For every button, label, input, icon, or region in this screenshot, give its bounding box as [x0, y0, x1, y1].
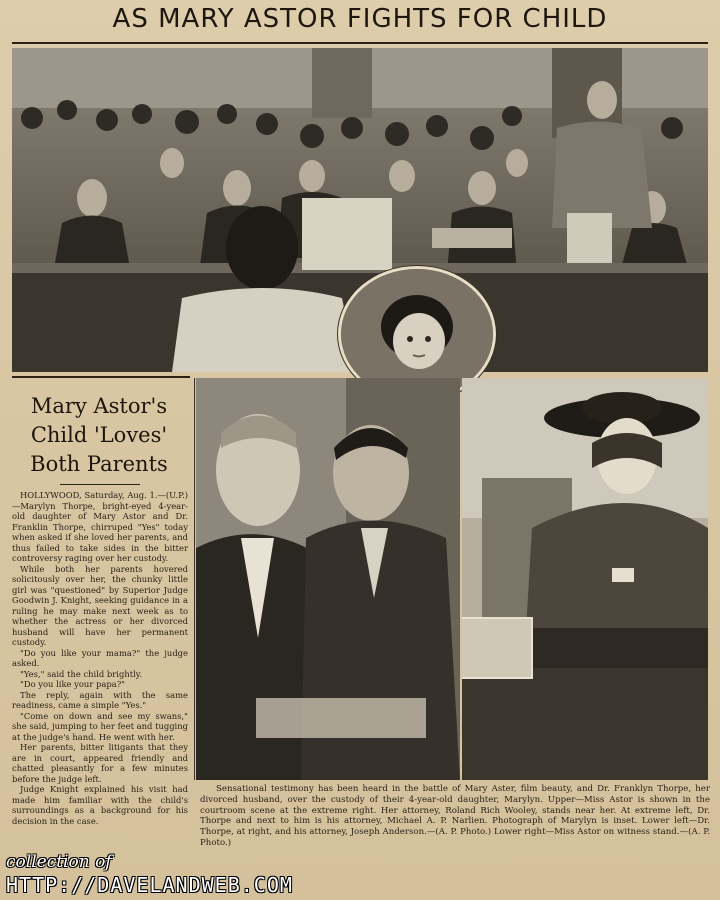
story-body [12, 490, 188, 826]
story-paragraph: "Do you like your mama?" the judge asked. [12, 647, 188, 668]
photo-caption: Sensational testimony has been heard in the battle of Mary Aster, film beauty, and Dr. Franklyn Thorpe, her divorced husband, over the custody of their 4-year-old daughter, Marylyn. Upper—Miss Astor is shown in the courtroom scene at the extreme right. Her attorney, Roland Rich Wooley, stands near her. At extreme left, Dr. Thorpe and next to him is his attorney, Michael A. P. Narlien. Photograph of Marylyn is inset. Lower left—Dr. Thorpe, at right, and his attorney, Joseph Anderson.—(A. P. Photo.) Lower right—Miss Astor on witness stand.—(A. P. Photo.) [200, 784, 710, 848]
story-headline-line-1: Mary Astor's [30, 394, 168, 418]
story-rule [12, 376, 190, 378]
watermark-url: HTTP://DAVELANDWEB.COM [6, 873, 293, 897]
story-headline-line-2: Child 'Loves' [30, 423, 168, 447]
headline: AS MARY ASTOR FIGHTS FOR CHILD [112, 4, 608, 34]
story-paragraph: Her parents, bitter litigants that they are in court, appeared friendly and chatted pleasantly for a few minutes before the judge left. [12, 742, 188, 784]
story-paragraph: Judge Knight explained his visit had made him familiar with the child's surroundings as a background for his decision in the case. [12, 784, 188, 826]
story-paragraph: The reply, again with the same readiness, came a simple "Yes." [12, 689, 188, 710]
story-paragraph: HOLLYWOOD, Saturday, Aug. 1.—(U.P.)—Marylyn Thorpe, bright-eyed 4-year-old daughter of Mary Astor and Dr. Franklin Thorpe, chirruped "Yes" today when asked if she loved her parents, and thus failed to take sides in the bitter controversy raging over her custody. [12, 490, 188, 563]
story-headline [8, 392, 190, 479]
column-divider [194, 378, 195, 780]
story-headline-line-3: Both Parents [30, 452, 168, 476]
thorpe-attorney-photo [196, 378, 460, 780]
story-paragraph: "Do you like your papa?" [20, 679, 126, 689]
story-paragraph: "Yes," said the child brightly. [20, 668, 143, 679]
story-paragraph: While both her parents hovered solicitously over her, the chunky little girl was "questioned" by Superior Judge Goodwin J. Knight, seeking guidance in a ruling he may make next week as to whether the actress or her divorced husband will have her permanent custody. [12, 563, 188, 647]
watermark-collection-text: collection of [6, 852, 112, 872]
story-divider [60, 484, 140, 485]
story-paragraph: "Come on down and see my swans," she said, jumping to her feet and tugging at the judge's hand. He went with her. [12, 710, 188, 742]
headline-rule [12, 42, 708, 44]
astor-witness-stand-photo [462, 378, 708, 780]
